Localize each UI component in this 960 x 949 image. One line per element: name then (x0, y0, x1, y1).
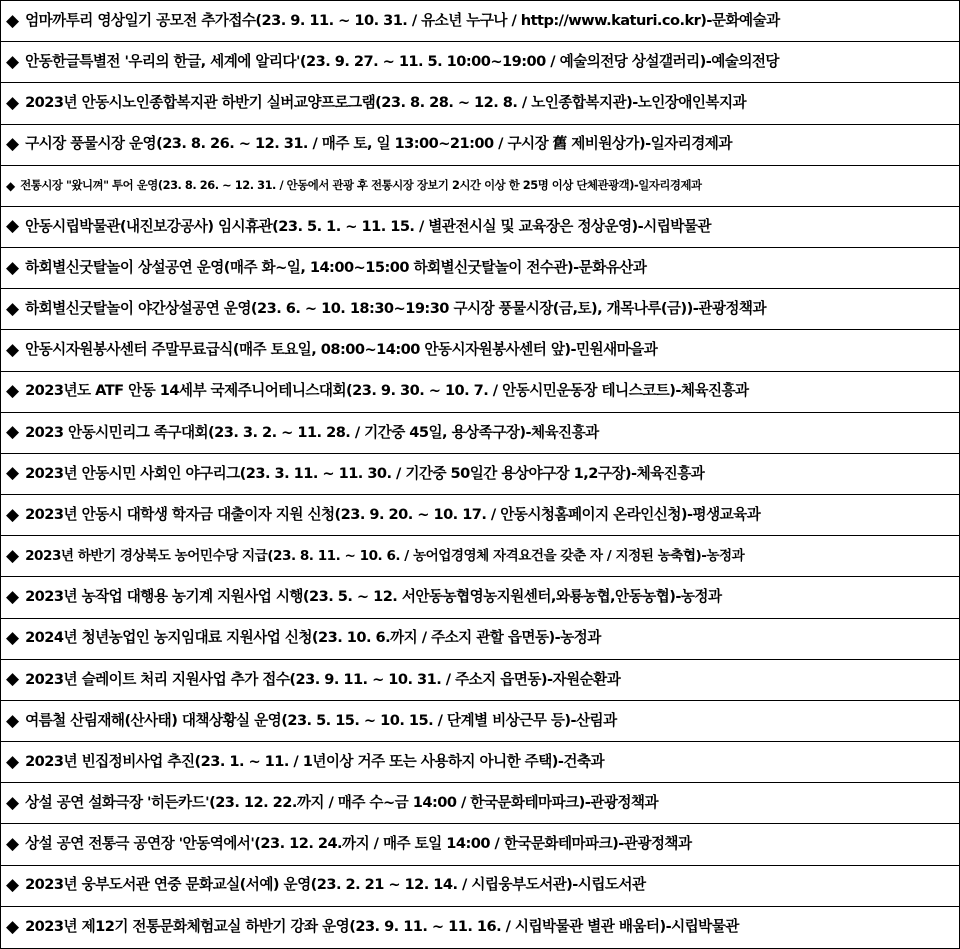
notice-row-17[interactable] (1, 660, 959, 701)
notice-row-8[interactable] (1, 289, 959, 330)
notice-row-11[interactable] (1, 413, 959, 454)
notice-text: 하회별신굿탈놀이 상설공연 운영(매주 화~일, 14:00~15:00 하회별신굿탈놀이 전수관)-문화유산과 (25, 258, 647, 276)
notice-text: 안동한글특별전 '우리의 한글, 세계에 알리다'(23. 9. 27. ~ 11. 5. 10:00~19:00 / 예술의전당 상설갤러리)-예술의전당 (25, 52, 779, 70)
notice-row-1[interactable] (1, 1, 959, 42)
notice-row-5[interactable] (1, 166, 959, 207)
diamond-bullet-icon: ◆ (6, 178, 16, 193)
notice-text: 안동시자원봉사센터 주말무료급식(매주 토요일, 08:00~14:00 안동시자원봉사센터 앞)-민원새마을과 (25, 341, 658, 359)
notice-row-3[interactable] (1, 83, 959, 124)
notice-row-9[interactable] (1, 330, 959, 371)
diamond-bullet-icon: ◆ (6, 710, 20, 731)
notice-text: 2023 안동시민리그 족구대회(23. 3. 2. ~ 11. 28. / 기간중 45일, 용상족구장)-체육진흥과 (25, 423, 599, 441)
notice-row-10[interactable] (1, 372, 959, 413)
diamond-bullet-icon: ◆ (6, 257, 20, 278)
notice-text: 2023년 농작업 대행용 농기계 지원사업 시행(23. 5. ~ 12. 서안동농협영농지원센터,와룡농협,안동농협)-농정과 (25, 588, 722, 606)
diamond-bullet-icon: ◆ (6, 463, 20, 484)
notice-row-12[interactable] (1, 454, 959, 495)
notice-row-22[interactable] (1, 866, 959, 907)
diamond-bullet-icon: ◆ (6, 586, 20, 607)
diamond-bullet-icon: ◆ (6, 298, 20, 319)
diamond-bullet-icon: ◆ (6, 134, 20, 155)
diamond-bullet-icon: ◆ (6, 51, 20, 72)
notice-text: 2023년 빈집정비사업 추진(23. 1. ~ 11. / 1년이상 거주 또는 사용하지 아니한 주택)-건축과 (25, 752, 605, 770)
notice-text: 상설 공연 설화극장 '히든카드'(23. 12. 22.까지 / 매주 수~금 14:00 / 한국문화테마파크)-관광정책과 (25, 794, 659, 812)
diamond-bullet-icon: ◆ (6, 916, 20, 937)
diamond-bullet-icon: ◆ (6, 545, 20, 566)
diamond-bullet-icon: ◆ (6, 669, 20, 690)
notice-text: 전통시장 "왔니껴" 투어 운영(23. 8. 26. ~ 12. 31. / 안동에서 관광 후 전통시장 장보기 2시간 이상 한 25명 이상 단체관광객)-일자리경제과 (20, 178, 702, 193)
notice-row-20[interactable] (1, 783, 959, 824)
notice-text: 구시장 풍물시장 운영(23. 8. 26. ~ 12. 31. / 매주 토, 일 13:00~21:00 / 구시장 舊 제비원상가)-일자리경제과 (25, 135, 732, 153)
notice-text: 상설 공연 전통극 공연장 '안동역에서'(23. 12. 24.까지 / 매주 토일 14:00 / 한국문화테마파크)-관광정책과 (25, 835, 692, 853)
notice-row-23[interactable] (1, 907, 959, 948)
notice-text: 안동시립박물관(내진보강공사) 임시휴관(23. 5. 1. ~ 11. 15. / 별관전시실 및 교육장은 정상운영)-시립박물관 (25, 217, 711, 235)
diamond-bullet-icon: ◆ (6, 339, 20, 360)
diamond-bullet-icon: ◆ (6, 10, 20, 31)
notice-text: 2023년 슬레이트 처리 지원사업 추가 접수(23. 9. 11. ~ 10. 31. / 주소지 읍면동)-자원순환과 (25, 670, 621, 688)
diamond-bullet-icon: ◆ (6, 216, 20, 237)
notice-row-6[interactable] (1, 207, 959, 248)
notice-row-19[interactable] (1, 742, 959, 783)
notice-row-4[interactable] (1, 125, 959, 166)
notice-row-2[interactable] (1, 42, 959, 83)
diamond-bullet-icon: ◆ (6, 381, 20, 402)
notice-row-21[interactable] (1, 824, 959, 865)
diamond-bullet-icon: ◆ (6, 875, 20, 896)
notice-text: 2023년 안동시민 사회인 야구리그(23. 3. 11. ~ 11. 30. / 기간중 50일간 용상야구장 1,2구장)-체육진흥과 (25, 464, 705, 482)
notice-text: 2023년 제12기 전통문화체험교실 하반기 강좌 운영(23. 9. 11. ~ 11. 16. / 시립박물관 별관 배움터)-시립박물관 (25, 918, 739, 936)
notice-text: 엄마까투리 영상일기 공모전 추가접수(23. 9. 11. ~ 10. 31. / 유소년 누구나 / http://www.katuri.co.kr)-문화예술과 (25, 11, 780, 29)
notice-text: 여름철 산림재해(산사태) 대책상황실 운영(23. 5. 15. ~ 10. 15. / 단계별 비상근무 등)-산림과 (25, 711, 617, 729)
notice-row-13[interactable] (1, 495, 959, 536)
notice-row-18[interactable] (1, 701, 959, 742)
notice-row-7[interactable] (1, 248, 959, 289)
diamond-bullet-icon: ◆ (6, 422, 20, 443)
notice-text: 2023년 안동시노인종합복지관 하반기 실버교양프로그램(23. 8. 28. ~ 12. 8. / 노인종합복지관)-노인장애인복지과 (25, 94, 747, 112)
notice-text: 2023년 웅부도서관 연중 문화교실(서예) 운영(23. 2. 21 ~ 12. 14. / 시립웅부도서관)-시립도서관 (25, 876, 646, 894)
notice-text: 2023년 하반기 경상북도 농어민수당 지급(23. 8. 11. ~ 10. 6. / 농어업경영체 자격요건을 갖춘 자 / 지정된 농축협)-농정과 (25, 547, 745, 564)
notice-row-14[interactable] (1, 536, 959, 577)
diamond-bullet-icon: ◆ (6, 92, 20, 113)
notice-text: 하회별신굿탈놀이 야간상설공연 운영(23. 6. ~ 10. 18:30~19:30 구시장 풍물시장(금,토), 개목나루(금))-관광정책과 (25, 299, 767, 317)
diamond-bullet-icon: ◆ (6, 792, 20, 813)
diamond-bullet-icon: ◆ (6, 834, 20, 855)
notice-row-16[interactable] (1, 619, 959, 660)
diamond-bullet-icon: ◆ (6, 628, 20, 649)
notice-row-15[interactable] (1, 577, 959, 618)
notice-text: 2023년 안동시 대학생 학자금 대출이자 지원 신청(23. 9. 20. ~ 10. 17. / 안동시청홈페이지 온라인신청)-평생교육과 (25, 505, 761, 523)
diamond-bullet-icon: ◆ (6, 751, 20, 772)
notice-text: 2023년도 ATF 안동 14세부 국제주니어테니스대회(23. 9. 30. ~ 10. 7. / 안동시민운동장 테니스코트)-체육진흥과 (25, 382, 749, 400)
notice-text: 2024년 청년농업인 농지임대료 지원사업 신청(23. 10. 6.까지 / 주소지 관할 읍면동)-농정과 (25, 629, 601, 647)
diamond-bullet-icon: ◆ (6, 504, 20, 525)
